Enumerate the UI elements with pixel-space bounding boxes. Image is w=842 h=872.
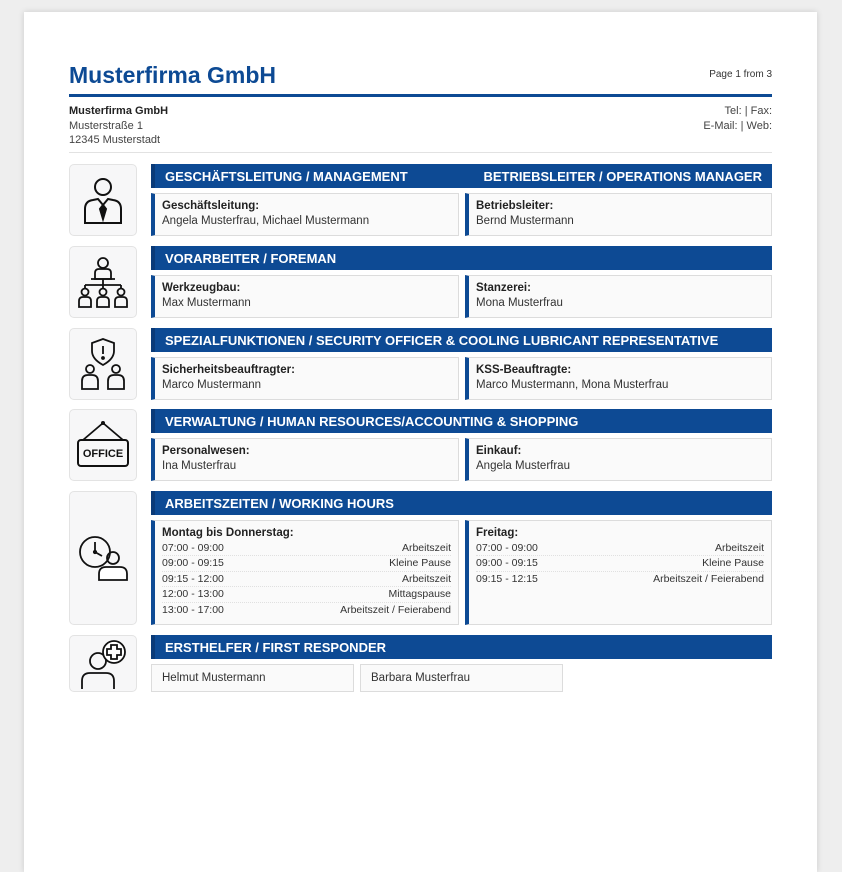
- schedule-row: [162, 572, 451, 588]
- friday-label: Freitag:: [476, 527, 519, 539]
- hr-label: Personalwesen:: [162, 445, 250, 457]
- operations-manager-value: Bernd Mustermann: [476, 214, 574, 227]
- office-sign-icon: [69, 409, 137, 481]
- first-responder-name: Barbara Musterfrau: [371, 671, 471, 684]
- management-header: [151, 164, 772, 188]
- schedule-activity: Arbeitszeit: [401, 541, 451, 554]
- operations-manager-card: [465, 193, 772, 236]
- contact-email-web: E-Mail: | Web:: [703, 119, 772, 132]
- operations-manager-label: Betriebsleiter:: [476, 200, 554, 212]
- working-hours-header: [151, 491, 772, 515]
- management-value: Angela Musterfrau, Michael Mustermann: [162, 214, 370, 227]
- security-officer-icon: [69, 328, 137, 400]
- schedule-activity: Kleine Pause: [702, 557, 764, 569]
- purchasing-label: Einkauf:: [476, 445, 522, 457]
- management-label: Geschäftsleitung:: [162, 200, 260, 212]
- schedule-row: [162, 541, 451, 557]
- document-page: [24, 12, 817, 872]
- first-responder-card: [360, 664, 563, 692]
- section-first-responder: [69, 635, 772, 692]
- schedule-row: [162, 587, 451, 603]
- schedule-time: 09:00 - 09:15: [476, 557, 538, 569]
- mon-thu-card: [151, 520, 459, 625]
- friday-card: [465, 520, 772, 625]
- punching-value: Mona Musterfrau: [476, 296, 563, 309]
- company-contact: [703, 104, 772, 133]
- schedule-time: 09:00 - 09:15: [162, 557, 224, 569]
- toolmaking-card: [151, 275, 459, 318]
- schedule-activity: Mittagspause: [388, 588, 451, 600]
- schedule-row: [476, 556, 764, 572]
- manager-icon: [69, 164, 137, 236]
- kss-card: [465, 357, 772, 400]
- kss-value: Marco Mustermann, Mona Musterfrau: [476, 378, 669, 391]
- special-functions-title: SPEZIALFUNKTIONEN / SECURITY OFFICER & COOLING LUBRICANT REPRESENTATIVE: [165, 332, 719, 348]
- schedule-activity: Arbeitszeit / Feierabend: [653, 572, 764, 585]
- schedule-time: 07:00 - 09:00: [476, 541, 538, 554]
- toolmaking-value: Max Mustermann: [162, 296, 251, 309]
- schedule-activity: Arbeitszeit: [401, 572, 451, 585]
- management-title: GESCHÄFTSLEITUNG / MANAGEMENT: [165, 168, 408, 184]
- mon-thu-label: Montag bis Donnerstag:: [162, 527, 294, 539]
- first-responder-name: Helmut Mustermann: [162, 671, 266, 684]
- schedule-time: 12:00 - 13:00: [162, 588, 224, 600]
- foreman-title: VORARBEITER / FOREMAN: [165, 250, 337, 266]
- schedule-row: [162, 556, 451, 572]
- schedule-activity: Arbeitszeit: [714, 541, 764, 554]
- header-divider: [69, 152, 772, 153]
- special-functions-header: [151, 328, 772, 352]
- working-hours-title: ARBEITSZEITEN / WORKING HOURS: [165, 495, 394, 511]
- schedule-activity: Arbeitszeit / Feierabend: [340, 603, 451, 616]
- section-working-hours: [69, 491, 772, 625]
- company-address: [69, 104, 168, 148]
- foreman-header: [151, 246, 772, 270]
- hr-card: [151, 438, 459, 481]
- kss-label: KSS-Beauftragte:: [476, 364, 572, 376]
- operations-manager-title: BETRIEBSLEITER / OPERATIONS MANAGER: [483, 168, 762, 184]
- section-administration: [69, 409, 772, 481]
- first-aid-person-icon: [69, 635, 137, 692]
- schedule-time: 13:00 - 17:00: [162, 603, 224, 616]
- title-divider: [69, 94, 772, 97]
- team-hierarchy-icon: [69, 246, 137, 318]
- schedule-row: [476, 572, 764, 587]
- section-management: [69, 164, 772, 236]
- safety-officer-card: [151, 357, 459, 400]
- punching-label: Stanzerei:: [476, 282, 531, 294]
- schedule-time: 09:15 - 12:15: [476, 572, 538, 585]
- section-foreman: [69, 246, 772, 318]
- administration-header: [151, 409, 772, 433]
- address-city: 12345 Musterstadt: [69, 134, 161, 146]
- punching-card: [465, 275, 772, 318]
- first-responder-card: [151, 664, 354, 692]
- schedule-time: 07:00 - 09:00: [162, 541, 224, 554]
- administration-title: VERWALTUNG / HUMAN RESOURCES/ACCOUNTING & SHOPPING: [165, 413, 579, 429]
- address-street: Musterstraße 1: [69, 119, 143, 132]
- clock-person-icon: [69, 491, 137, 625]
- safety-officer-value: Marco Mustermann: [162, 378, 262, 391]
- address-company-name: Musterfirma GmbH: [69, 105, 169, 117]
- first-responder-header: [151, 635, 772, 659]
- safety-officer-label: Sicherheitsbeauftragter:: [162, 364, 295, 376]
- section-special-functions: [69, 328, 772, 400]
- schedule-row: [476, 541, 764, 557]
- office-sign-text: OFFICE: [82, 448, 124, 460]
- schedule-row: [162, 603, 451, 618]
- toolmaking-label: Werkzeugbau:: [162, 282, 241, 294]
- company-title: Musterfirma GmbH: [69, 62, 277, 88]
- schedule-time: 09:15 - 12:00: [162, 572, 224, 585]
- contact-phone-fax: Tel: | Fax:: [724, 105, 772, 117]
- management-card: [151, 193, 459, 236]
- first-responder-title: ERSTHELFER / FIRST RESPONDER: [165, 639, 387, 655]
- purchasing-value: Angela Musterfrau: [476, 459, 570, 472]
- page-number: Page 1 from 3: [709, 69, 772, 80]
- purchasing-card: [465, 438, 772, 481]
- hr-value: Ina Musterfrau: [162, 459, 237, 472]
- schedule-activity: Kleine Pause: [389, 557, 451, 569]
